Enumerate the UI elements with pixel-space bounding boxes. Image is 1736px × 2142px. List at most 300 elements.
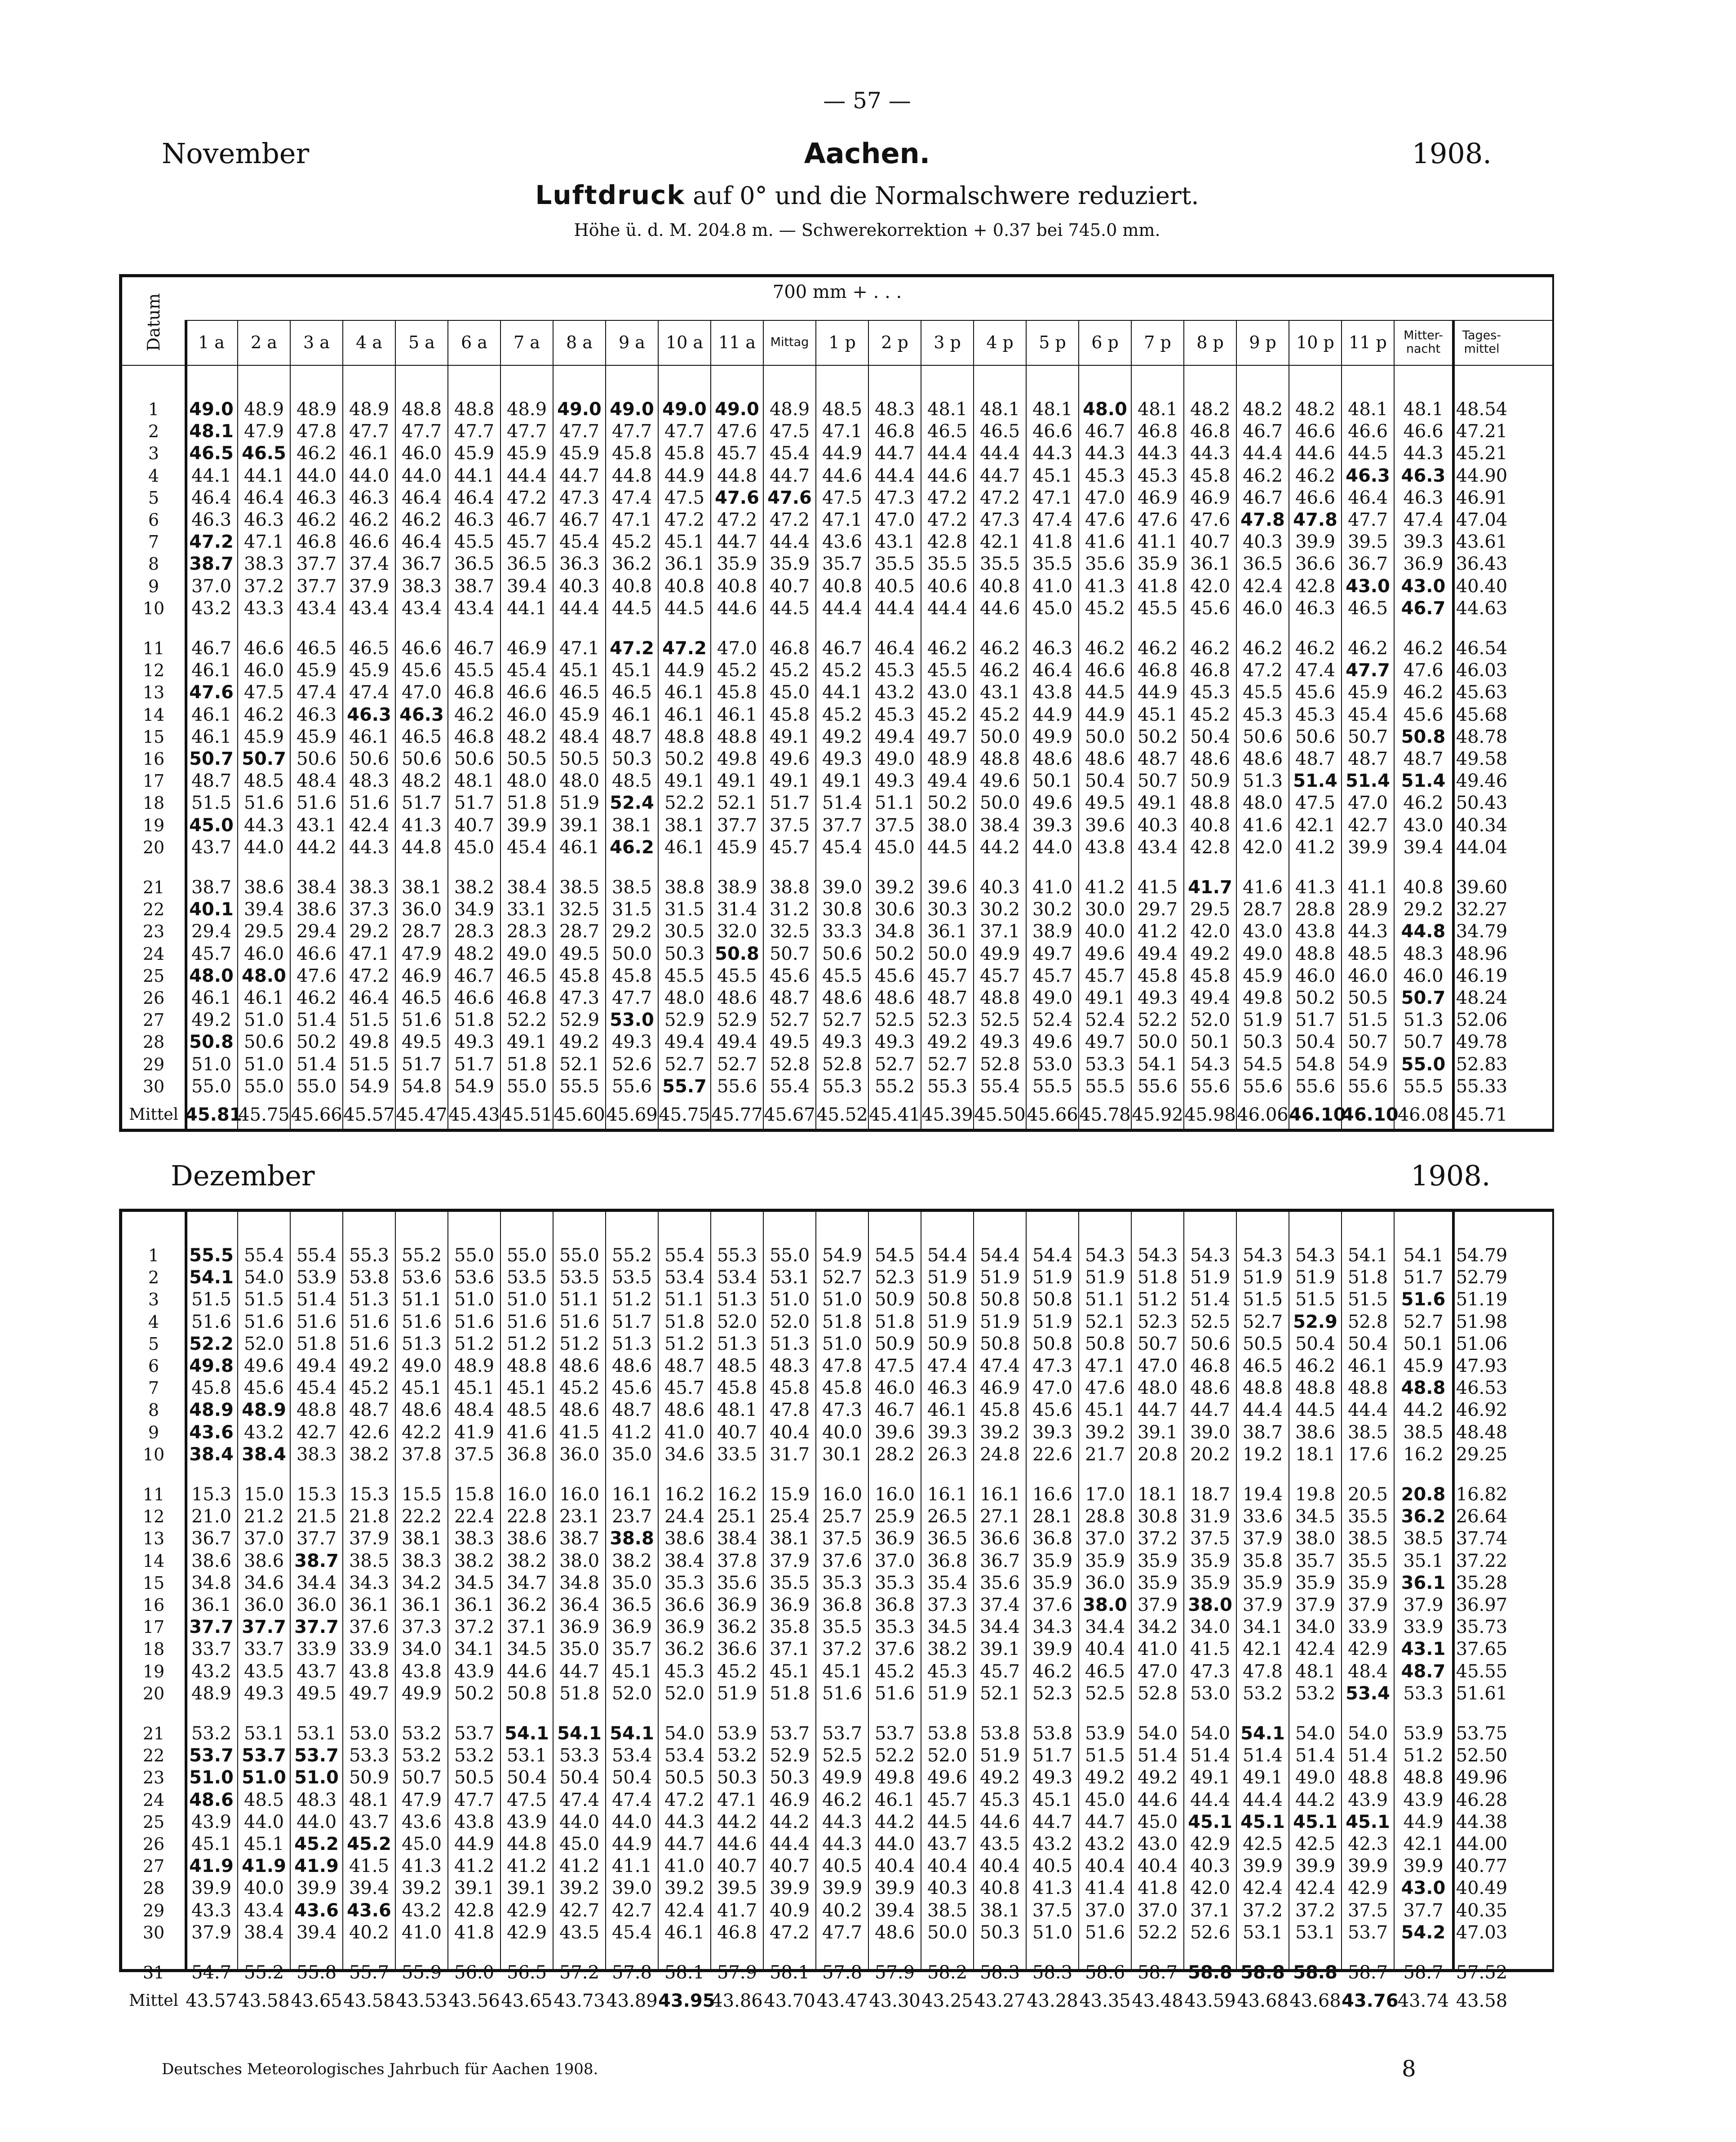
table-cell: 38.8 (664, 877, 705, 898)
table-cell: 45.1 (1137, 704, 1178, 725)
table-cell: 38.5 (1403, 1528, 1444, 1549)
table-cell: 57.8 (822, 1962, 863, 1983)
table-cell: 45.2 (717, 660, 757, 681)
table-cell: 55.0 (454, 1245, 495, 1266)
table-cell: 51.5 (1085, 1745, 1125, 1766)
table-cell: 26.5 (927, 1506, 968, 1527)
table-cell: 45.0 (1085, 1789, 1125, 1810)
table-cell: 43.70 (764, 1991, 815, 2012)
table-cell: 50.8 (189, 1032, 234, 1053)
table-cell: 50.0 (979, 726, 1020, 747)
table-cell: 51.7 (454, 1054, 495, 1075)
table-cell: 46.4 (401, 532, 442, 553)
table-cell: 33.7 (191, 1639, 232, 1660)
table-cell: 46.91 (1456, 487, 1508, 508)
table-cell: 34.6 (244, 1572, 284, 1593)
table-cell: 38.9 (1032, 921, 1073, 942)
table-cell: 33.5 (717, 1444, 757, 1465)
table-cell: 47.93 (1456, 1356, 1508, 1376)
day-label: 14 (142, 1551, 165, 1571)
table-cell: 55.3 (349, 1245, 390, 1266)
table-cell: 49.9 (401, 1683, 442, 1704)
table-cell: 40.7 (717, 1856, 757, 1877)
table-cell: 46.2 (1403, 793, 1444, 814)
table-cell: 48.4 (296, 771, 337, 792)
footer-page: 8 (1402, 2056, 1416, 2082)
table-cell: 47.2 (769, 510, 810, 530)
table-cell: 16.1 (979, 1484, 1020, 1505)
table-cell: 49.3 (244, 1683, 284, 1704)
table-row (122, 1032, 1552, 1052)
table-cell: 38.2 (454, 1550, 495, 1571)
table-cell: 55.2 (611, 1245, 652, 1266)
day-label: 27 (142, 1856, 165, 1876)
table-cell: 45.2 (559, 1378, 600, 1399)
table-cell: 49.0 (506, 943, 547, 964)
day-label: Mittel (128, 1991, 179, 2010)
table-cell: 35.0 (611, 1444, 652, 1465)
table-cell: 45.9 (559, 443, 600, 464)
table-row (122, 1573, 1552, 1593)
day-label: 19 (142, 1661, 165, 1681)
table-cell: 35.5 (769, 1572, 810, 1593)
table-cell: 40.49 (1456, 1878, 1508, 1899)
table-cell: 39.1 (979, 1639, 1020, 1660)
table-cell: 35.7 (822, 554, 863, 575)
day-label: 21 (142, 878, 165, 897)
table-cell: 40.6 (927, 576, 968, 597)
table-cell: 50.8 (1401, 726, 1446, 747)
table-cell: 45.5 (1242, 682, 1283, 703)
table-cell: 50.6 (822, 943, 863, 964)
table-cell: 39.4 (296, 1922, 337, 1943)
table-cell: 41.1 (1137, 532, 1178, 553)
table-cell: 46.3 (1346, 465, 1390, 486)
table-row (122, 1445, 1552, 1464)
table-cell: 47.7 (559, 421, 600, 442)
table-cell: 43.58 (238, 1991, 290, 2012)
table-cell: 41.4 (1085, 1878, 1125, 1899)
table-cell: 51.1 (401, 1289, 442, 1310)
table-cell: 51.6 (506, 1311, 547, 1332)
table-cell: 35.6 (717, 1572, 757, 1593)
table-cell: 42.7 (611, 1900, 652, 1921)
table-cell: 45.2 (611, 532, 652, 553)
table-cell: 45.3 (927, 1661, 968, 1682)
table-cell: 55.6 (1347, 1076, 1388, 1097)
table-cell: 54.1 (1347, 1245, 1388, 1266)
table-cell: 40.4 (979, 1856, 1020, 1877)
table-cell: 47.6 (715, 487, 759, 508)
table-cell: 36.9 (717, 1595, 757, 1615)
table-cell: 40.3 (1137, 815, 1178, 836)
table-cell: 28.2 (874, 1444, 915, 1465)
table-cell: 39.2 (1085, 1422, 1125, 1443)
table-cell: 38.6 (1295, 1422, 1336, 1443)
table-cell: 35.3 (874, 1617, 915, 1638)
table-cell: 38.8 (610, 1528, 654, 1549)
table-cell: 36.8 (822, 1595, 863, 1615)
table-cell: 55.5 (559, 1076, 600, 1097)
table-cell: 44.2 (1295, 1789, 1336, 1810)
table-cell: 51.3 (401, 1333, 442, 1354)
table-cell: 45.8 (559, 965, 600, 986)
table-cell: 41.2 (1085, 877, 1125, 898)
table-cell: 38.3 (401, 1550, 442, 1571)
table-cell: 37.0 (1085, 1900, 1125, 1921)
table-cell: 58.8 (1240, 1962, 1285, 1983)
table-cell: 45.7 (927, 1789, 968, 1810)
table-cell: 41.2 (1295, 837, 1336, 858)
table-cell: 48.8 (979, 988, 1020, 1008)
table-cell: 50.8 (715, 943, 759, 964)
table-cell: 57.9 (717, 1962, 757, 1983)
table-cell: 43.8 (1085, 837, 1125, 858)
table-cell: 43.57 (186, 1991, 237, 2012)
day-label: Mittel (128, 1105, 179, 1124)
table-cell: 46.1 (191, 988, 232, 1008)
table-cell: 35.5 (979, 554, 1020, 575)
table-cell: 50.7 (769, 943, 810, 964)
table-cell: 45.8 (769, 704, 810, 725)
table-cell: 43.68 (1237, 1991, 1289, 2012)
table-row (122, 1551, 1552, 1571)
table-cell: 48.6 (611, 1356, 652, 1376)
table-cell: 36.9 (559, 1617, 600, 1638)
table-cell: 36.1 (349, 1595, 390, 1615)
table-cell: 53.8 (1032, 1723, 1073, 1744)
table-cell: 40.7 (1190, 532, 1231, 553)
table-cell: 45.8 (191, 1378, 232, 1399)
day-label: 21 (142, 1724, 165, 1743)
column-header: Tages- mittel (1462, 328, 1501, 356)
table-cell: 54.9 (349, 1076, 390, 1097)
table-cell: 41.6 (1242, 815, 1283, 836)
table-cell: 46.1 (559, 837, 600, 858)
table-cell: 48.4 (1347, 1661, 1388, 1682)
table-cell: 37.7 (822, 815, 863, 836)
table-cell: 47.0 (1347, 793, 1388, 814)
table-cell: 45.9 (1403, 1356, 1444, 1376)
table-cell: 45.1 (191, 1834, 232, 1854)
table-cell: 44.8 (611, 465, 652, 486)
table-cell: 49.4 (927, 771, 968, 792)
table-cell: 45.0 (559, 1834, 600, 1854)
table-cell: 44.0 (559, 1811, 600, 1832)
day-label: 30 (142, 1922, 165, 1942)
table-cell: 42.4 (1242, 1878, 1283, 1899)
table-cell: 46.5 (927, 421, 968, 442)
table-cell: 49.4 (296, 1356, 337, 1376)
table-cell: 51.4 (296, 1054, 337, 1075)
table-cell: 47.0 (1085, 487, 1125, 508)
table-cell: 38.5 (927, 1900, 968, 1921)
table-cell: 39.60 (1456, 877, 1508, 898)
table-cell: 54.1 (1240, 1723, 1285, 1744)
table-cell: 43.1 (296, 815, 337, 836)
table-cell: 49.5 (769, 1032, 810, 1053)
table-cell: 51.5 (191, 1289, 232, 1310)
table-cell: 36.2 (611, 554, 652, 575)
table-cell: 46.6 (454, 988, 495, 1008)
table-cell: 51.9 (1295, 1267, 1336, 1288)
table-cell: 46.2 (1295, 638, 1336, 659)
table-cell: 48.6 (559, 1356, 600, 1376)
table-row (122, 1724, 1552, 1743)
table-cell: 53.7 (454, 1723, 495, 1744)
table-cell: 50.8 (1085, 1333, 1125, 1354)
table-cell: 41.0 (1032, 576, 1073, 597)
table-cell: 16.1 (927, 1484, 968, 1505)
table-cell: 36.2 (506, 1595, 547, 1615)
column-header: 6 p (1091, 333, 1119, 352)
table-cell: 47.9 (401, 1789, 442, 1810)
table-row (122, 1684, 1552, 1703)
table-cell: 45.2 (1190, 704, 1231, 725)
table-cell: 42.8 (454, 1900, 495, 1921)
table-cell: 50.4 (1295, 1333, 1336, 1354)
table-cell: 48.6 (664, 1400, 705, 1421)
table-cell: 37.9 (191, 1922, 232, 1943)
table-cell: 29.25 (1456, 1444, 1508, 1465)
table-cell: 39.9 (1295, 1856, 1336, 1877)
table-cell: 48.0 (506, 771, 547, 792)
table-cell: 38.6 (244, 877, 284, 898)
table-cell: 51.1 (1085, 1289, 1125, 1310)
table-cell: 44.7 (1137, 1400, 1178, 1421)
table-cell: 45.6 (1295, 682, 1336, 703)
table-cell: 43.1 (1401, 1639, 1446, 1660)
table-cell: 48.0 (559, 771, 600, 792)
table-cell: 54.5 (1242, 1054, 1283, 1075)
table-cell: 47.0 (717, 638, 757, 659)
table-cell: 40.3 (1242, 532, 1283, 553)
table-cell: 44.7 (717, 532, 757, 553)
table-cell: 37.7 (189, 1617, 234, 1638)
table-cell: 52.7 (874, 1054, 915, 1075)
column-header: 2 p (881, 333, 908, 352)
table-cell: 33.6 (1242, 1506, 1283, 1527)
table-cell: 54.0 (1347, 1723, 1388, 1744)
table-cell: 46.2 (1403, 638, 1444, 659)
table-cell: 50.6 (454, 749, 495, 769)
table-cell: 35.9 (1085, 1550, 1125, 1571)
table-cell: 43.0 (1137, 1834, 1178, 1854)
table-cell: 46.2 (296, 510, 337, 530)
table-row (122, 1290, 1552, 1309)
table-cell: 48.9 (244, 399, 284, 420)
table-cell: 44.5 (1085, 682, 1125, 703)
table-cell: 51.8 (874, 1311, 915, 1332)
table-row (122, 639, 1552, 658)
table-cell: 30.6 (874, 899, 915, 920)
table-row (122, 816, 1552, 835)
table-row (122, 1595, 1552, 1615)
table-cell: 53.7 (294, 1745, 339, 1766)
table-cell: 44.3 (1403, 443, 1444, 464)
table-cell: 51.06 (1456, 1333, 1508, 1354)
table-cell: 45.1 (1032, 1789, 1073, 1810)
table-cell: 46.2 (927, 638, 968, 659)
table-row (122, 466, 1552, 486)
table-cell: 45.8 (822, 1378, 863, 1399)
table-cell: 44.5 (611, 598, 652, 619)
table-cell: 41.5 (349, 1856, 390, 1877)
table-cell: 51.5 (1295, 1289, 1336, 1310)
table-cell: 51.3 (349, 1289, 390, 1310)
table-row (122, 966, 1552, 986)
table-cell: 55.4 (664, 1245, 705, 1266)
table-cell: 35.5 (822, 1617, 863, 1638)
table-cell: 49.4 (1190, 988, 1231, 1008)
table-cell: 54.79 (1456, 1245, 1508, 1266)
table-cell: 45.2 (347, 1834, 391, 1854)
table-cell: 41.2 (1137, 921, 1178, 942)
table-cell: 45.0 (874, 837, 915, 858)
table-cell: 39.9 (191, 1878, 232, 1899)
table-cell: 45.1 (401, 1378, 442, 1399)
table-cell: 53.1 (1295, 1922, 1336, 1943)
table-cell: 46.9 (401, 965, 442, 986)
table-cell: 47.1 (1032, 487, 1073, 508)
table-cell: 47.8 (1240, 510, 1285, 530)
table-cell: 41.9 (189, 1856, 234, 1877)
table-cell: 39.3 (1032, 815, 1073, 836)
table-cell: 41.6 (1242, 877, 1283, 898)
table-cell: 54.1 (505, 1723, 549, 1744)
table-cell: 45.5 (1137, 598, 1178, 619)
table-cell: 53.4 (611, 1745, 652, 1766)
table-cell: 42.8 (1190, 837, 1231, 858)
table-cell: 54.4 (979, 1245, 1020, 1266)
table-cell: 52.06 (1456, 1010, 1508, 1031)
table-cell: 44.1 (454, 465, 495, 486)
table-cell: 28.7 (559, 921, 600, 942)
table-cell: 51.9 (717, 1683, 757, 1704)
table-cell: 28.1 (1032, 1506, 1073, 1527)
table-cell: 51.2 (1137, 1289, 1178, 1310)
table-cell: 48.6 (1032, 749, 1073, 769)
table-cell: 39.9 (1347, 1856, 1388, 1877)
table-cell: 38.1 (401, 877, 442, 898)
table-cell: 40.2 (822, 1900, 863, 1921)
table-cell: 41.1 (611, 1856, 652, 1877)
table-cell: 48.2 (454, 943, 495, 964)
table-cell: 51.7 (401, 1054, 442, 1075)
table-cell: 41.7 (717, 1900, 757, 1921)
table-cell: 51.9 (979, 1745, 1020, 1766)
table-cell: 54.0 (1190, 1723, 1231, 1744)
table-cell: 55.2 (874, 1076, 915, 1097)
table-cell: 47.4 (1295, 660, 1336, 681)
table-cell: 45.4 (506, 660, 547, 681)
table-cell: 45.51 (501, 1104, 553, 1125)
table-cell: 35.5 (1347, 1550, 1388, 1571)
table-cell: 46.8 (1190, 1356, 1231, 1376)
table-cell: 51.4 (1293, 771, 1337, 792)
table-cell: 48.8 (979, 749, 1020, 769)
table-cell: 56.0 (454, 1962, 495, 1983)
table-cell: 41.8 (1032, 532, 1073, 553)
table-cell: 47.2 (1242, 660, 1283, 681)
table-cell: 51.3 (717, 1333, 757, 1354)
table-cell: 38.7 (454, 576, 495, 597)
table-cell: 49.3 (611, 1032, 652, 1053)
table-cell: 46.1 (927, 1400, 968, 1421)
table-cell: 49.5 (401, 1032, 442, 1053)
table-cell: 51.9 (1242, 1267, 1283, 1288)
table-cell: 48.6 (874, 988, 915, 1008)
table-cell: 36.1 (401, 1595, 442, 1615)
table-cell: 48.7 (349, 1400, 390, 1421)
table-cell: 37.22 (1456, 1550, 1508, 1571)
table-cell: 44.7 (1032, 1811, 1073, 1832)
table-cell: 45.9 (1347, 682, 1388, 703)
table-cell: 51.1 (874, 793, 915, 814)
table-cell: 57.52 (1456, 1962, 1508, 1983)
table-cell: 46.2 (1347, 638, 1388, 659)
table-cell: 40.0 (1085, 921, 1125, 942)
table-row (122, 399, 1552, 419)
table-cell: 39.9 (822, 1878, 863, 1899)
table-cell: 47.6 (189, 682, 234, 703)
table-cell: 41.0 (664, 1856, 705, 1877)
table-cell: 37.9 (349, 576, 390, 597)
table-cell: 43.6 (401, 1811, 442, 1832)
table-cell: 50.7 (401, 1767, 442, 1788)
table-cell: 50.5 (559, 749, 600, 769)
table-cell: 44.0 (244, 1811, 284, 1832)
table-cell: 50.0 (1085, 726, 1125, 747)
table-cell: 51.8 (769, 1683, 810, 1704)
table-cell: 36.1 (927, 921, 968, 942)
table-cell: 42.4 (664, 1900, 705, 1921)
table-cell: 58.8 (1293, 1962, 1337, 1983)
table-cell: 45.9 (454, 443, 495, 464)
table-cell: 51.4 (296, 1289, 337, 1310)
table-cell: 58.8 (1188, 1962, 1232, 1983)
table-cell: 43.0 (1401, 576, 1446, 597)
table-cell: 37.3 (401, 1617, 442, 1638)
table-cell: 32.27 (1456, 899, 1508, 920)
table-cell: 44.7 (769, 465, 810, 486)
table-cell: 46.6 (296, 943, 337, 964)
column-header: 8 p (1196, 333, 1224, 352)
table-cell: 51.6 (401, 1311, 442, 1332)
table-cell: 51.4 (1190, 1745, 1231, 1766)
table-cell: 45.2 (769, 660, 810, 681)
table-cell: 16.2 (717, 1484, 757, 1505)
table-cell: 45.4 (822, 837, 863, 858)
table-cell: 46.4 (191, 487, 232, 508)
table-cell: 51.2 (611, 1289, 652, 1310)
table-cell: 39.9 (874, 1878, 915, 1899)
table-cell: 46.3 (454, 510, 495, 530)
table-cell: 43.6 (189, 1422, 234, 1443)
table-cell: 45.3 (1295, 704, 1336, 725)
table-row (122, 1834, 1552, 1854)
table-cell: 42.1 (1242, 1639, 1283, 1660)
table-cell: 40.8 (979, 1878, 1020, 1899)
table-cell: 40.8 (822, 576, 863, 597)
day-label: 4 (148, 466, 159, 486)
day-label: 5 (148, 1334, 159, 1354)
table-cell: 51.4 (1190, 1289, 1231, 1310)
table-cell: 38.3 (401, 576, 442, 597)
table-cell: 51.8 (506, 793, 547, 814)
table-cell: 37.7 (296, 1528, 337, 1549)
table-cell: 53.1 (506, 1745, 547, 1766)
